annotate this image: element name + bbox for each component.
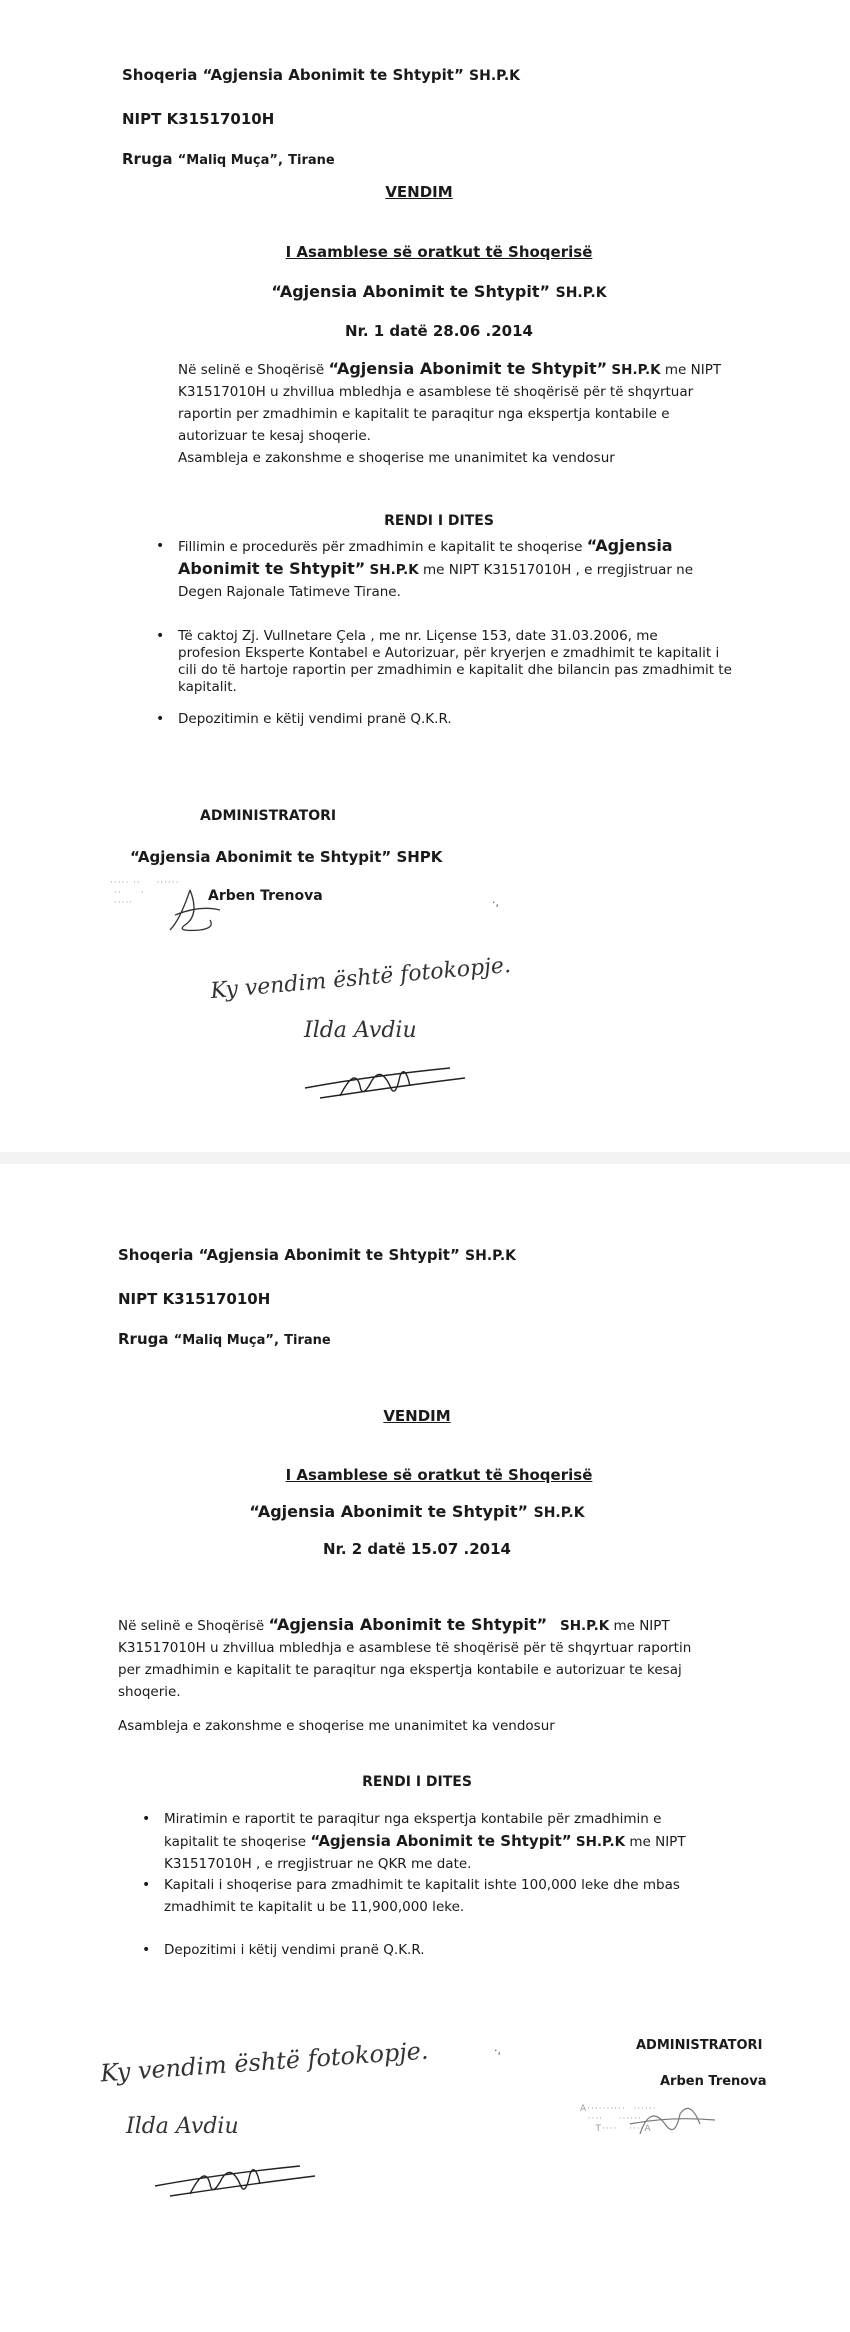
- handwritten-note: Ky vendim është fotokopje.: [209, 952, 512, 1005]
- company-header: Shoqeria “Agjensia Abonimit te Shtypit” SH.P.K: [118, 1246, 517, 1264]
- entity-name: “Agjensia Abonimit te Shtypit” SH.P.K: [271, 282, 607, 301]
- intro-paragraph: Në selinë e Shoqërisë “Agjensia Abonimit te Shtypit” SH.P.K me NIPT K31517010H u zhvillua mbledhja e asamblese të shoqërisë për të shqyrtuar raportin per zmadhimin e kapitalit te paraqitur nga ekspertja kontabile e autorizuar te kesaj shoqerie. Asambleja e zakonshme e shoqerise me unanimitet ka vendosur: [118, 1615, 692, 1734]
- administrator-name: Arben Trenova: [660, 2074, 767, 2089]
- document-title: VENDIM: [385, 183, 453, 201]
- assembly-subtitle: I Asamblese së oratkut të Shoqerisë: [285, 243, 593, 261]
- document-page-2: [0, 1164, 850, 2332]
- administrator-name: Arben Trenova: [208, 888, 323, 904]
- handwritten-name: Ilda Avdiu: [126, 2114, 239, 2139]
- handwritten-note: Ky vendim është fotokopje.: [99, 2036, 430, 2088]
- administrator-title: ADMINISTRATORI: [636, 2038, 763, 2053]
- stamp-icon: ····· ·· ······ ·· · ·····: [110, 878, 180, 908]
- address-line: Rruga “Maliq Muça”, Tirane: [122, 150, 335, 168]
- agenda-item-3: • Depozitimin e këtij vendimi pranë Q.K.R.: [178, 708, 738, 730]
- agenda-title: RENDI I DITES: [384, 513, 494, 529]
- administrator-company: “Agjensia Abonimit te Shtypit” SHPK: [130, 848, 443, 866]
- administrator-title: ADMINISTRATORI: [200, 808, 337, 824]
- address-line: Rruga “Maliq Muça”, Tirane: [118, 1330, 331, 1348]
- assembly-subtitle: I Asamblese së oratkut të Shoqerisë: [285, 1466, 593, 1484]
- page-separator: [0, 1152, 850, 1164]
- stamp-icon: A·········· ······ ···· ······ T···· ····A: [580, 2104, 657, 2134]
- agenda-title: RENDI I DITES: [362, 1774, 472, 1790]
- nipt-line: NIPT K31517010H: [122, 110, 275, 128]
- handwritten-signature-icon: [300, 1056, 470, 1104]
- document-title: VENDIM: [383, 1407, 451, 1425]
- decision-number: Nr. 1 datë 28.06 .2014: [345, 322, 533, 340]
- signature-icon: [620, 2094, 720, 2149]
- handwritten-signature-icon: [150, 2152, 320, 2200]
- bullet-icon: •: [142, 1811, 151, 1827]
- intro-paragraph: Në selinë e Shoqërisë “Agjensia Abonimit te Shtypit” SH.P.K me NIPT K31517010H u zhvillua mbledhja e asamblese të shoqërisë për të shqyrtuar raportin per zmadhimin e kapitalit te paraqitur nga ekspertja kontabile e autorizuar te kesaj shoqerie. Asambleja e zakonshme e shoqerise me unanimitet ka vendosur: [178, 359, 722, 466]
- bullet-icon: •: [156, 711, 165, 727]
- agenda-item-2: • Kapitali i shoqerise para zmadhimit te kapitalit ishte 100,000 leke dhe mbas zmadhimit te kapitalit u be 11,900,000 leke.: [164, 1874, 764, 1918]
- entity-name: “Agjensia Abonimit te Shtypit” SH.P.K: [249, 1502, 585, 1521]
- decision-number: Nr. 2 datë 15.07 .2014: [323, 1540, 511, 1558]
- nipt-line: NIPT K31517010H: [118, 1290, 271, 1308]
- company-header: Shoqeria “Agjensia Abonimit te Shtypit” SH.P.K: [122, 66, 521, 84]
- bullet-icon: •: [156, 628, 165, 644]
- bullet-icon: •: [142, 1942, 151, 1958]
- agenda-item-1: • Fillimin e procedurës për zmadhimin e kapitalit te shoqerise “Agjensia Abonimit te Shtypit” SH.P.K me NIPT K31517010H , e rregjistruar ne Degen Rajonale Tatimeve Tirane.: [156, 536, 694, 600]
- agenda-item-1: • Miratimin e raportit te paraqitur nga ekspertja kontabile për zmadhimin e kapitalit te shoqerise “Agjensia Abonimit te Shtypit” SH.P.K me NIPT K31517010H , e rregjistruar ne QKR me date.: [164, 1808, 764, 1875]
- agenda-item-2: • Të caktoj Zj. Vullnetare Çela , me nr. Liçense 153, date 31.03.2006, me profesion Eksperte Kontabel e Autorizuar, për kryerjen e zmadhimit te kapitalit i cili do të hartoje raportin per zmadhimin e kapitalit dhe bilancin pas zmadhimit te kapitalit.: [156, 628, 732, 695]
- bullet-icon: •: [156, 538, 165, 554]
- scan-mark: ·,: [494, 2044, 501, 2057]
- agenda-item-3: • Depozitimi i këtij vendimi pranë Q.K.R.: [164, 1939, 764, 1961]
- signature-icon: [160, 870, 240, 940]
- document-page-1: [0, 0, 850, 1152]
- handwritten-name: Ilda Avdiu: [304, 1018, 417, 1043]
- bullet-icon: •: [142, 1877, 151, 1893]
- scan-mark: ·,: [492, 896, 499, 909]
